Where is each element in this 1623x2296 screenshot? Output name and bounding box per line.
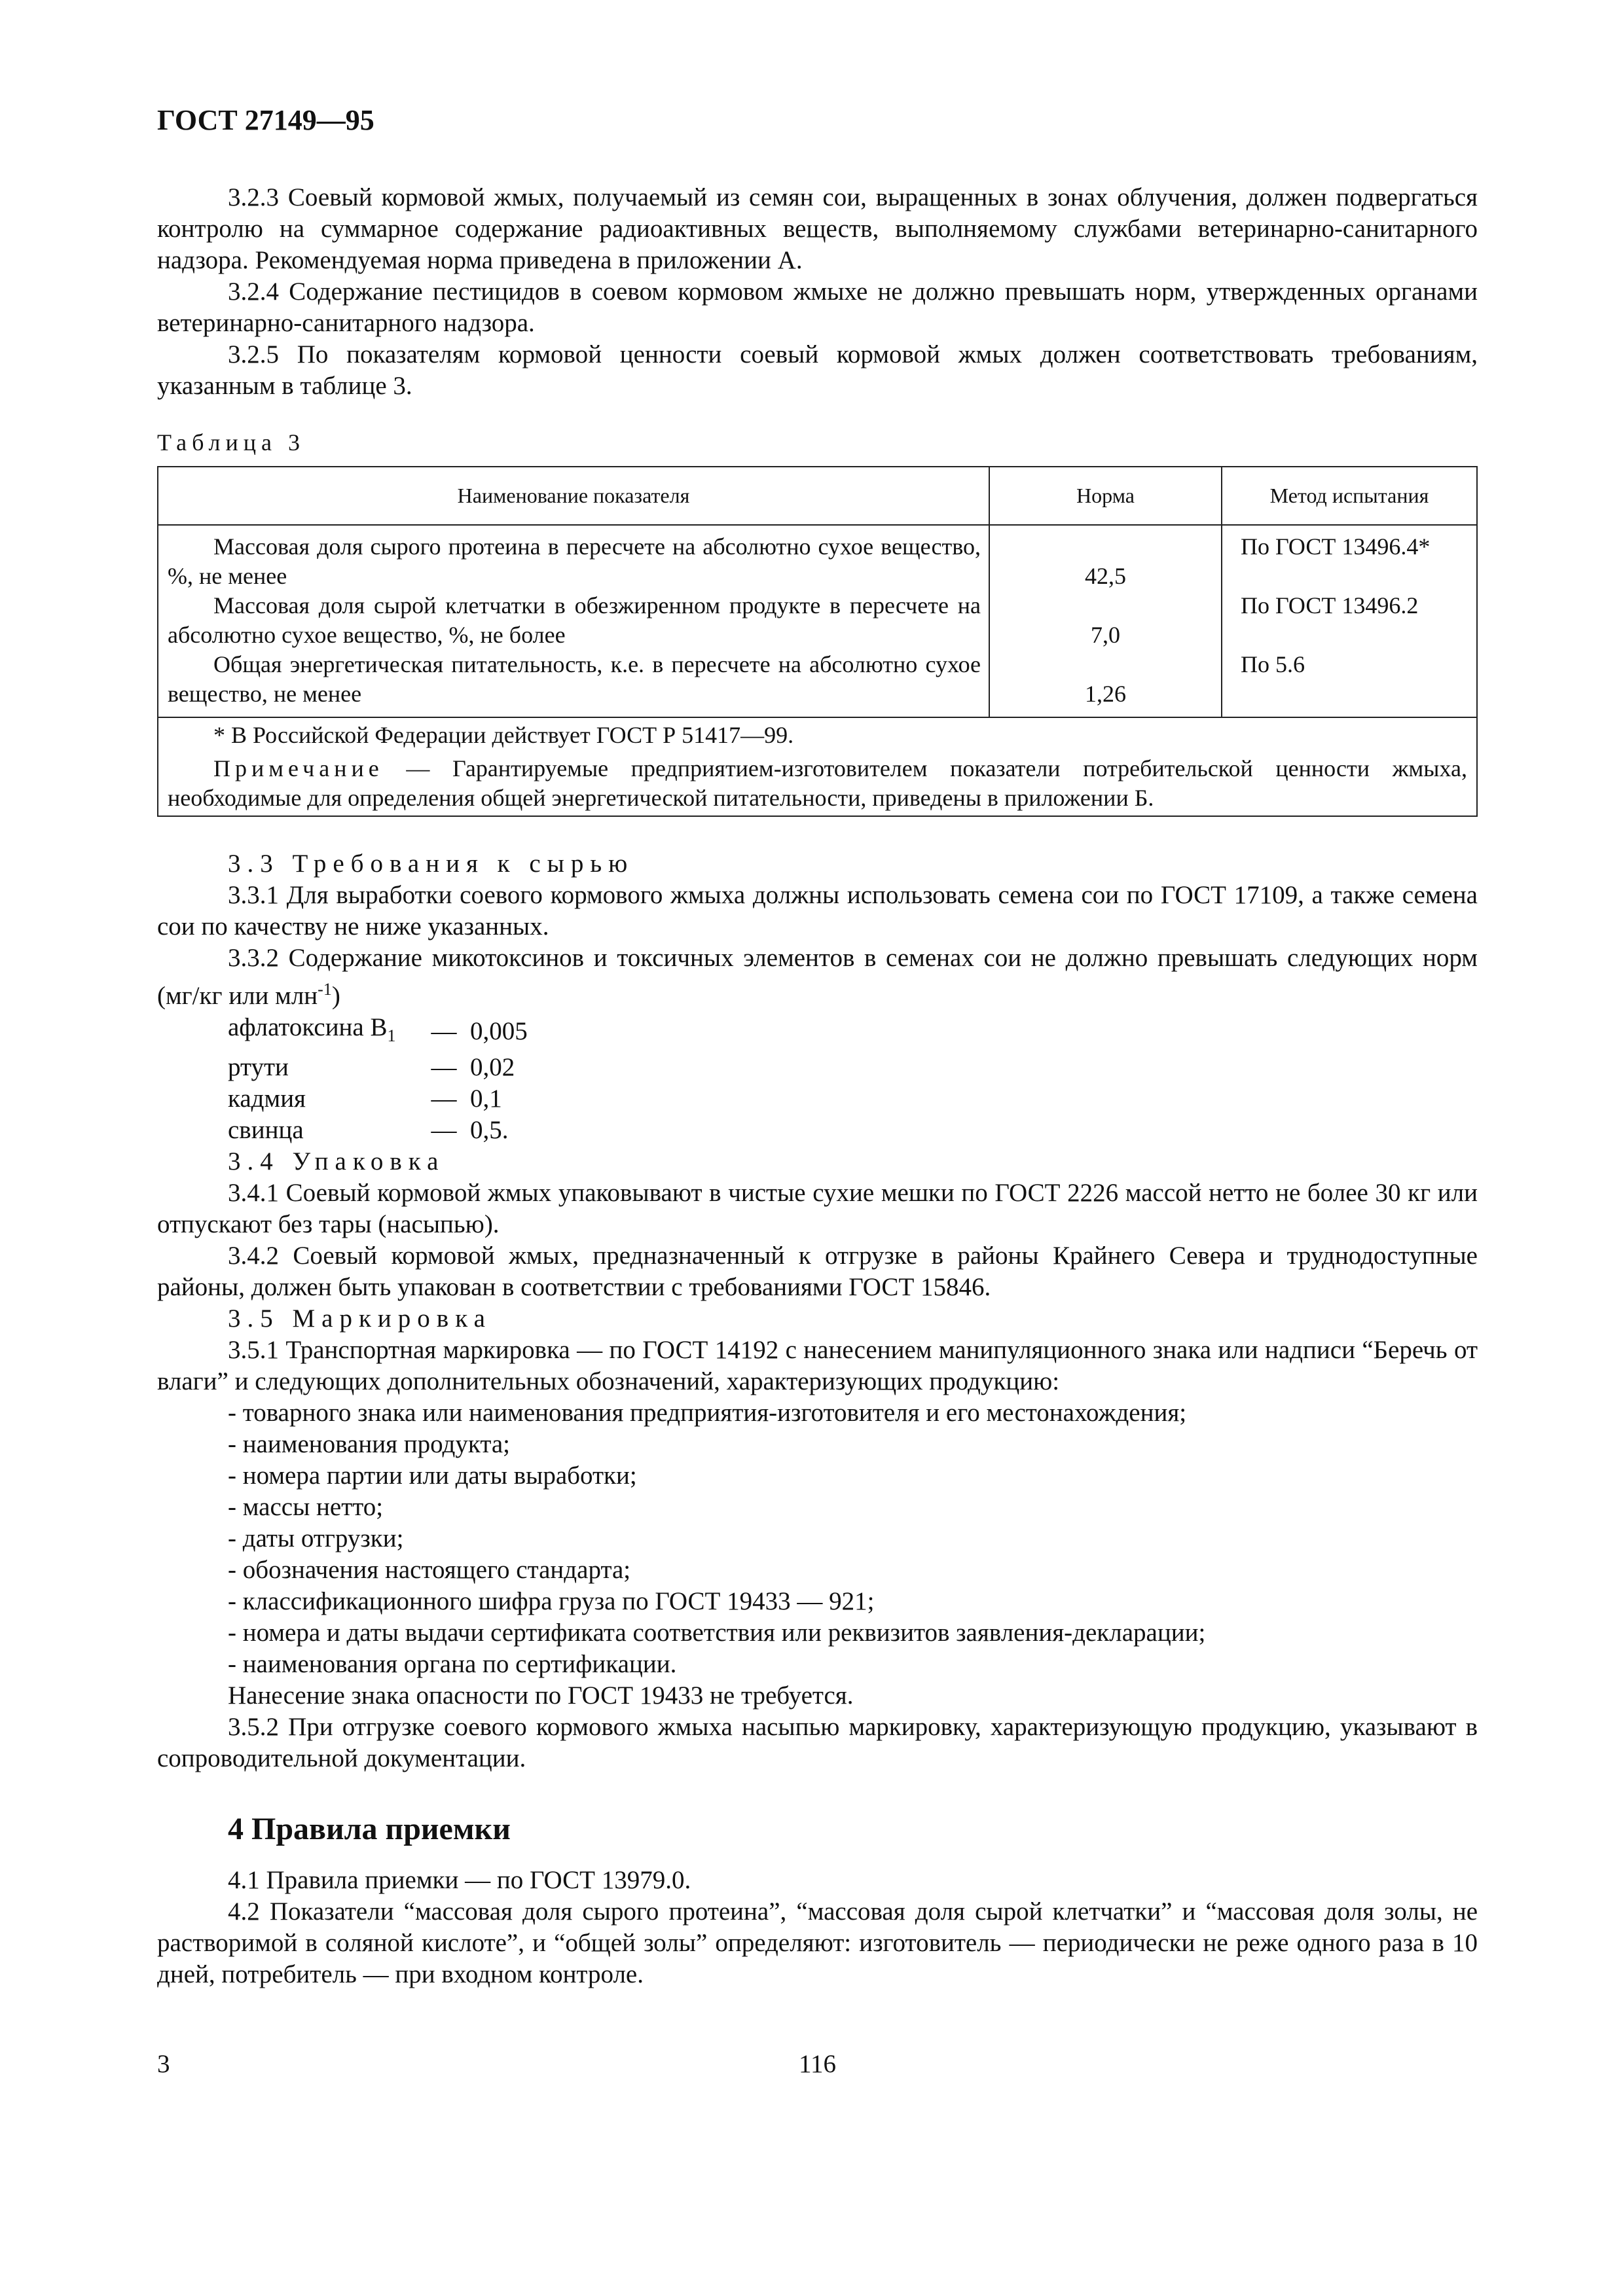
paragraph-4-2: 4.2 Показатели “массовая доля сырого протеина”, “массовая доля сырой клетчатки” и “массовая доля золы, не растворимой в соляной кислоте”, и “общей золы” определяют: изготовитель — периодически не реже одного раза в 10 дней, потребитель — при входном контроле. — [157, 1897, 1478, 1988]
table-cell-name: Массовая доля сырой клетчатки в обезжиренном продукте в пересчете на абсолютно сухое вещество, %, не более — [158, 591, 989, 650]
page-number-center: 116 — [798, 2050, 837, 2078]
paragraph-3-4-1: 3.4.1 Соевый кормовой жмых упаковывают в чистые сухие мешки по ГОСТ 2226 массой нетто не более 30 кг или отпускают без тары (насыпью). — [157, 1178, 1478, 1238]
marking-list — [157, 1397, 1478, 1680]
paragraph-3-3-2: 3.3.2 Содержание микотоксинов и токсичных элементов в семенах сои не должно превышать следующих норм (мг/кг или млн$^{-1}$) — [157, 944, 1478, 1010]
mycotoxin-value: 0,1 — [470, 1084, 502, 1113]
table-cell-name: Массовая доля сырого протеина в пересчете на абсолютно сухое вещество, %, не менее — [158, 525, 989, 591]
paragraph-3-4-2: 3.4.2 Соевый кормовой жмых, предназначенный к отгрузке в районы Крайнего Севера и труднодоступные районы, должен быть упакован в соответствии с требованиями ГОСТ 15846. — [157, 1241, 1478, 1301]
paragraph-3-2-5: 3.2.5 По показателям кормовой ценности соевый кормовой жмых должен соответствовать требованиям, указанным в таблице 3. — [157, 340, 1478, 400]
dash: — — [431, 1084, 457, 1113]
dash: — — [431, 1115, 457, 1144]
mycotoxin-name: афлатоксина $В_1$ — [228, 1013, 396, 1045]
mycotoxin-name: ртути — [228, 1052, 289, 1081]
mycotoxin-name: свинца — [228, 1115, 304, 1144]
table-header-row — [158, 467, 1477, 525]
section-4-title: 4 Правила приемки — [228, 1811, 511, 1846]
list-item: - даты отгрузки; — [228, 1524, 404, 1552]
list-item: - номера и даты выдачи сертификата соответствия или реквизитов заявления-декларации; — [228, 1618, 1206, 1647]
document-header: ГОСТ 27149—95 — [157, 104, 374, 136]
table-header-cell: Метод испытания — [1222, 467, 1477, 525]
table-cell-norm: 1,26 — [989, 650, 1222, 717]
paragraph-3-5-1: 3.5.1 Транспортная маркировка — по ГОСТ 14192 с нанесением манипуляционного знака или надписи “Беречь от влаги” и следующих дополнительных обозначений, характеризующих продукцию: — [157, 1335, 1478, 1395]
section-3-4-title: 3.4 Упаковка — [228, 1147, 445, 1175]
list-item: - наименования органа по сертификации. — [228, 1649, 677, 1678]
mycotoxin-row — [228, 1115, 528, 1146]
mycotoxin-row — [228, 1083, 528, 1115]
table-row — [158, 591, 1477, 650]
table-cell-norm: 7,0 — [989, 591, 1222, 650]
table-cell-method: По ГОСТ 13496.2 — [1222, 591, 1477, 650]
paragraph-3-2-4: 3.2.4 Содержание пестицидов в соевом кормовом жмыхе не должно превышать норм, утвержденных органами ветеринарно-санитарного надзора. — [157, 278, 1478, 337]
table-cell-method: По 5.6 — [1222, 650, 1477, 717]
mycotoxin-value: 0,02 — [470, 1052, 515, 1081]
table-header-cell: Наименование показателя — [158, 467, 989, 525]
list-item: - массы нетто; — [228, 1492, 384, 1521]
table-caption: Таблица 3 — [157, 429, 305, 456]
section-3-3-title: 3.3 Требования к сырью — [228, 850, 634, 878]
mycotoxin-row — [228, 1052, 528, 1083]
paragraph-3-5-2: 3.5.2 При отгрузке соевого кормового жмыха насыпью маркировку, характеризующую продукцию, указывают в сопроводительной документации. — [157, 1712, 1478, 1772]
section-3-5-title: 3.5 Маркировка — [228, 1304, 492, 1333]
mycotoxin-norms — [228, 1012, 528, 1146]
list-item: - обозначения настоящего стандарта; — [228, 1555, 631, 1584]
table-cell-norm: 42,5 — [989, 525, 1222, 591]
mycotoxin-value: 0,5. — [470, 1115, 509, 1144]
dash: — — [431, 1017, 457, 1046]
list-item: - классификационного шифра груза по ГОСТ 19433 — 921; — [228, 1587, 875, 1615]
table-3 — [157, 466, 1478, 817]
paragraph-danger-sign: Нанесение знака опасности по ГОСТ 19433 не требуется. — [228, 1681, 854, 1710]
mycotoxin-value: 0,005 — [470, 1017, 528, 1046]
table-row — [158, 525, 1477, 591]
table-note — [168, 754, 1467, 813]
table-cell-method: По ГОСТ 13496.4* — [1222, 525, 1477, 591]
paragraph-4-1: 4.1 Правила приемки — по ГОСТ 13979.0. — [228, 1865, 691, 1894]
list-item: - товарного знака или наименования предприятия-изготовителя и его местонахождения; — [228, 1398, 1187, 1427]
table-row — [158, 650, 1477, 717]
paragraph-3-3-1: 3.3.1 Для выработки соевого кормового жмыха должны использовать семена сои по ГОСТ 17109, а также семена сои по качеству не ниже указанных. — [157, 881, 1478, 941]
paragraph-3-2-3: 3.2.3 Соевый кормовой жмых, получаемый из семян сои, выращенных в зонах облучения, должен подвергаться контролю на суммарное содержание радиоактивных веществ, выполняемому службами ветеринарно-санитарного надзора. Рекомендуемая норма приведена в приложении А. — [157, 183, 1478, 274]
table-cell-name: Общая энергетическая питательность, к.е. в пересчете на абсолютно сухое вещество, не менее — [158, 650, 989, 717]
table-footer-row — [158, 717, 1477, 816]
dash: — — [431, 1052, 457, 1081]
table-header-cell: Норма — [989, 467, 1222, 525]
note-text: — Гарантируемые предприятием-изготовителем показатели потребительской ценности жмыха, необходимые для определения общей энергетической питательности, приведены в приложении Б. — [168, 755, 1467, 811]
list-item: - номера партии или даты выработки; — [228, 1461, 637, 1490]
table-footnote: * В Российской Федерации действует ГОСТ Р 51417—99. — [213, 722, 794, 748]
mycotoxin-name: кадмия — [228, 1084, 306, 1113]
note-label: Примечание — [213, 755, 384, 781]
mycotoxin-row — [228, 1012, 528, 1052]
page-number-left: 3 — [157, 2050, 170, 2078]
table-footer-cell — [158, 717, 1477, 816]
list-item: - наименования продукта; — [228, 1429, 510, 1458]
